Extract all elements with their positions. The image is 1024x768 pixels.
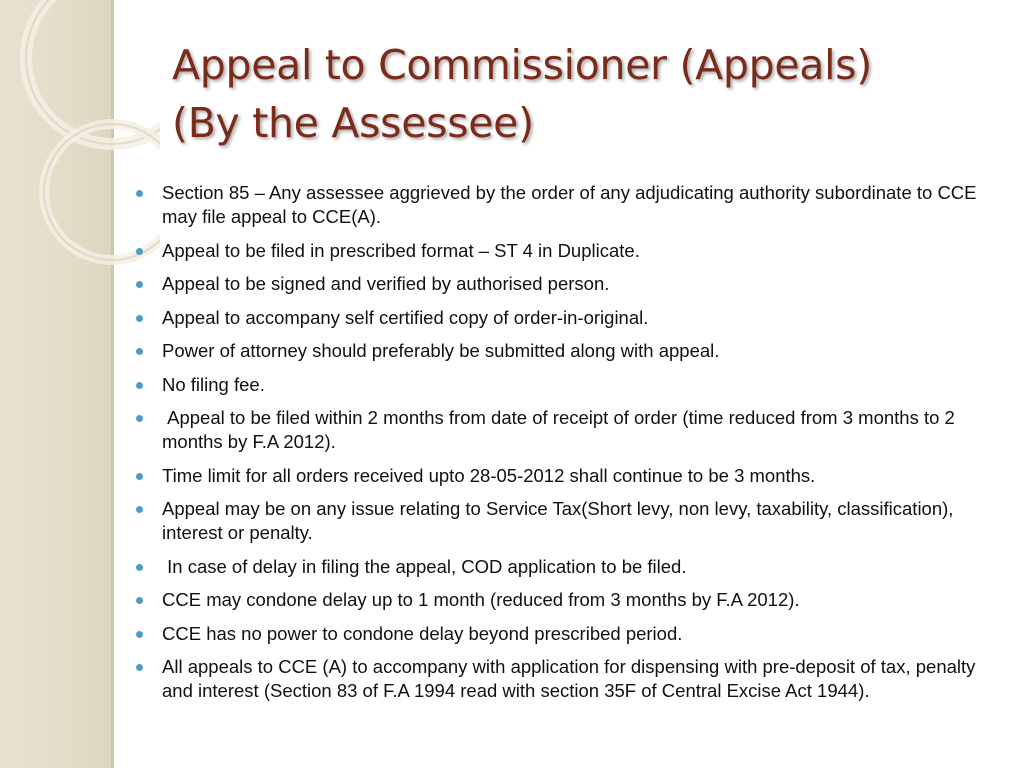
bullet-item <box>134 655 1002 703</box>
bullet-text: All appeals to CCE (A) to accompany with application for dispensing with pre-deposit of tax, penalty and interest (Section 83 of F.A 1994 read with section 35F of Central Excise Act 1944). <box>162 656 981 701</box>
bullet-list <box>134 181 1002 713</box>
bullet-item <box>134 588 1002 612</box>
bullet-text: Section 85 – Any assessee aggrieved by the order of any adjudicating authority subordinate to CCE may file appeal to CCE(A). <box>162 182 982 227</box>
slide-title-line-2: (By the Assessee) <box>172 99 534 147</box>
bullet-dot-icon <box>136 382 143 389</box>
bullet-text: No filing fee. <box>162 373 265 395</box>
bullet-dot-icon <box>136 190 143 197</box>
bullet-dot-icon <box>136 348 143 355</box>
bullet-item <box>134 181 1002 229</box>
slide-title <box>172 36 872 152</box>
bullet-item <box>134 464 1002 488</box>
bullet-item <box>134 555 1002 579</box>
bullet-dot-icon <box>136 506 143 513</box>
bullet-dot-icon <box>136 597 143 604</box>
bullet-item <box>134 497 1002 545</box>
bullet-dot-icon <box>136 415 143 422</box>
bullet-text: Appeal to be filed in prescribed format – ST 4 in Duplicate. <box>162 239 640 261</box>
bullet-item <box>134 272 1002 296</box>
bullet-dot-icon <box>136 315 143 322</box>
bullet-dot-icon <box>136 473 143 480</box>
bullet-text: Appeal to be filed within 2 months from date of receipt of order (time reduced from 3 months to 2 months by F.A 2012). <box>162 407 960 452</box>
bullet-dot-icon <box>136 281 143 288</box>
bullet-dot-icon <box>136 631 143 638</box>
bullet-item <box>134 339 1002 363</box>
bullet-text: Appeal to be signed and verified by authorised person. <box>162 273 610 294</box>
bullet-item <box>134 239 1002 263</box>
bullet-text: Time limit for all orders received upto 28-05-2012 shall continue to be 3 months. <box>162 464 816 486</box>
bullet-text: CCE may condone delay up to 1 month (reduced from 3 months by F.A 2012). <box>162 589 800 610</box>
bullet-text: In case of delay in filing the appeal, COD application to be filed. <box>162 555 687 577</box>
bullet-text: Power of attorney should preferably be submitted along with appeal. <box>162 340 720 361</box>
bullet-text: Appeal to accompany self certified copy of order-in-original. <box>162 306 649 328</box>
bullet-item <box>134 373 1002 397</box>
bullet-dot-icon <box>136 664 143 671</box>
bullet-item <box>134 306 1002 330</box>
bullet-item <box>134 406 1002 454</box>
bullet-dot-icon <box>136 564 143 571</box>
bullet-text: CCE has no power to condone delay beyond prescribed period. <box>162 622 683 644</box>
bullet-dot-icon <box>136 248 143 255</box>
bullet-item <box>134 622 1002 646</box>
bullet-text: Appeal may be on any issue relating to Service Tax(Short levy, non levy, taxability, classification), interest or penalty. <box>162 498 959 543</box>
slide-title-line-1: Appeal to Commissioner (Appeals) <box>172 41 872 89</box>
